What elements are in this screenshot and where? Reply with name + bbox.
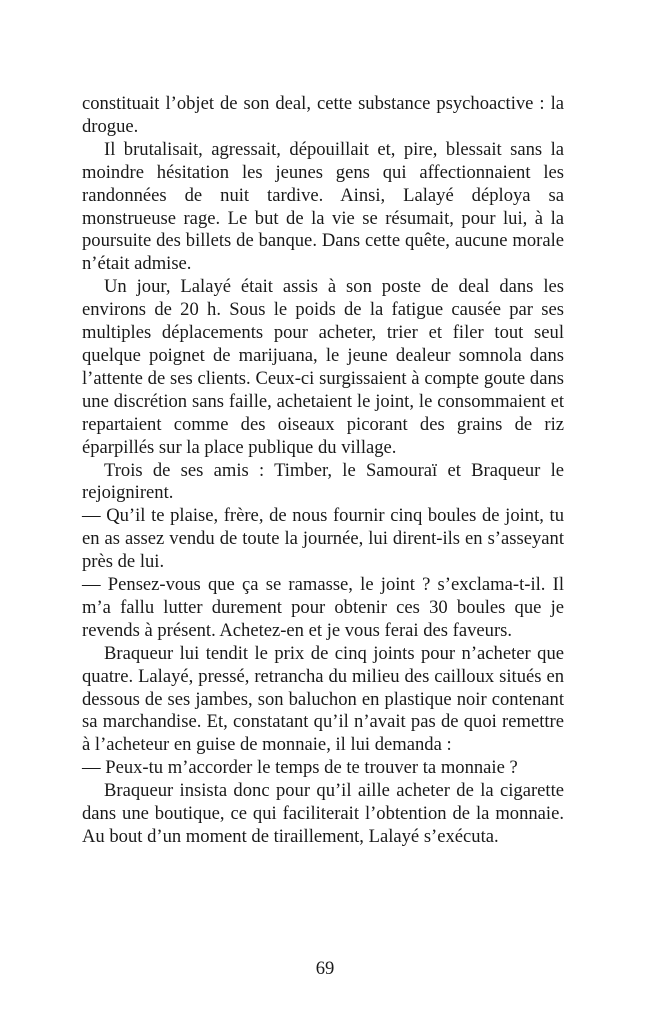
- paragraph: Trois de ses amis : Timber, le Samouraï et Braqueur le rejoignirent.: [82, 459, 564, 504]
- dialogue-line: — Peux-tu m’accorder le temps de te trouver ta monnaie ?: [82, 757, 518, 779]
- body-text: [82, 93, 564, 849]
- paragraph: constituait l’objet de son deal, cette substance psychoactive : la drogue.: [82, 93, 564, 137]
- dialogue-line: — Pensez-vous que ça se ramasse, le joint ? s’exclama-t-il. Il m’a fallu lutter durement pour obtenir ces 30 boules que je revends à présent. Achetez-en et je vous ferai des faveurs.: [82, 574, 564, 641]
- paragraph: Il brutalisait, agressait, dépouillait et, pire, blessait sans la moindre hésitation les jeunes gens qui affectionnaient les randonnées de nuit tardive. Ainsi, Lalayé déploya sa monstrueuse rage. Le but de la vie se résumait, pour lui, à la poursuite des billets de banque. Dans cette quête, aucune morale n’était admise.: [82, 138, 564, 275]
- paragraph: Un jour, Lalayé était assis à son poste de deal dans les environs de 20 h. Sous le poids de la fatigue causée par ses multiples déplacements pour acheter, trier et filer tout seul quelque poignet de marijuana, le jeune dealeur somnola dans l’attente de ses clients. Ceux-ci surgissaient à compte goute dans une discrétion sans faille, achetaient le joint, le consommaient et repartaient comme des oiseaux picorant des grains de riz éparpillés sur la place publique du village.: [82, 276, 564, 458]
- paragraph: Braqueur lui tendit le prix de cinq joints pour n’acheter que quatre. Lalayé, pressé, retrancha du milieu des cailloux situés en dessous de ses jambes, son baluchon en plastique noir contenant sa marchandise. Et, constatant qu’il n’avait pas de quoi remettre à l’acheteur en guise de monnaie, il lui demanda :: [82, 642, 564, 756]
- paragraph: Braqueur insista donc pour qu’il aille acheter de la cigarette dans une boutique, ce qui faciliterait l’obtention de la monnaie. Au bout d’un moment de tiraillement, Lalayé s’exécuta.: [82, 780, 564, 847]
- page-number: 69: [315, 958, 335, 979]
- dialogue-line: — Qu’il te plaise, frère, de nous fournir cinq boules de joint, tu en as assez vendu de toute la journée, lui dirent-ils en s’asseyant près de lui.: [82, 505, 564, 573]
